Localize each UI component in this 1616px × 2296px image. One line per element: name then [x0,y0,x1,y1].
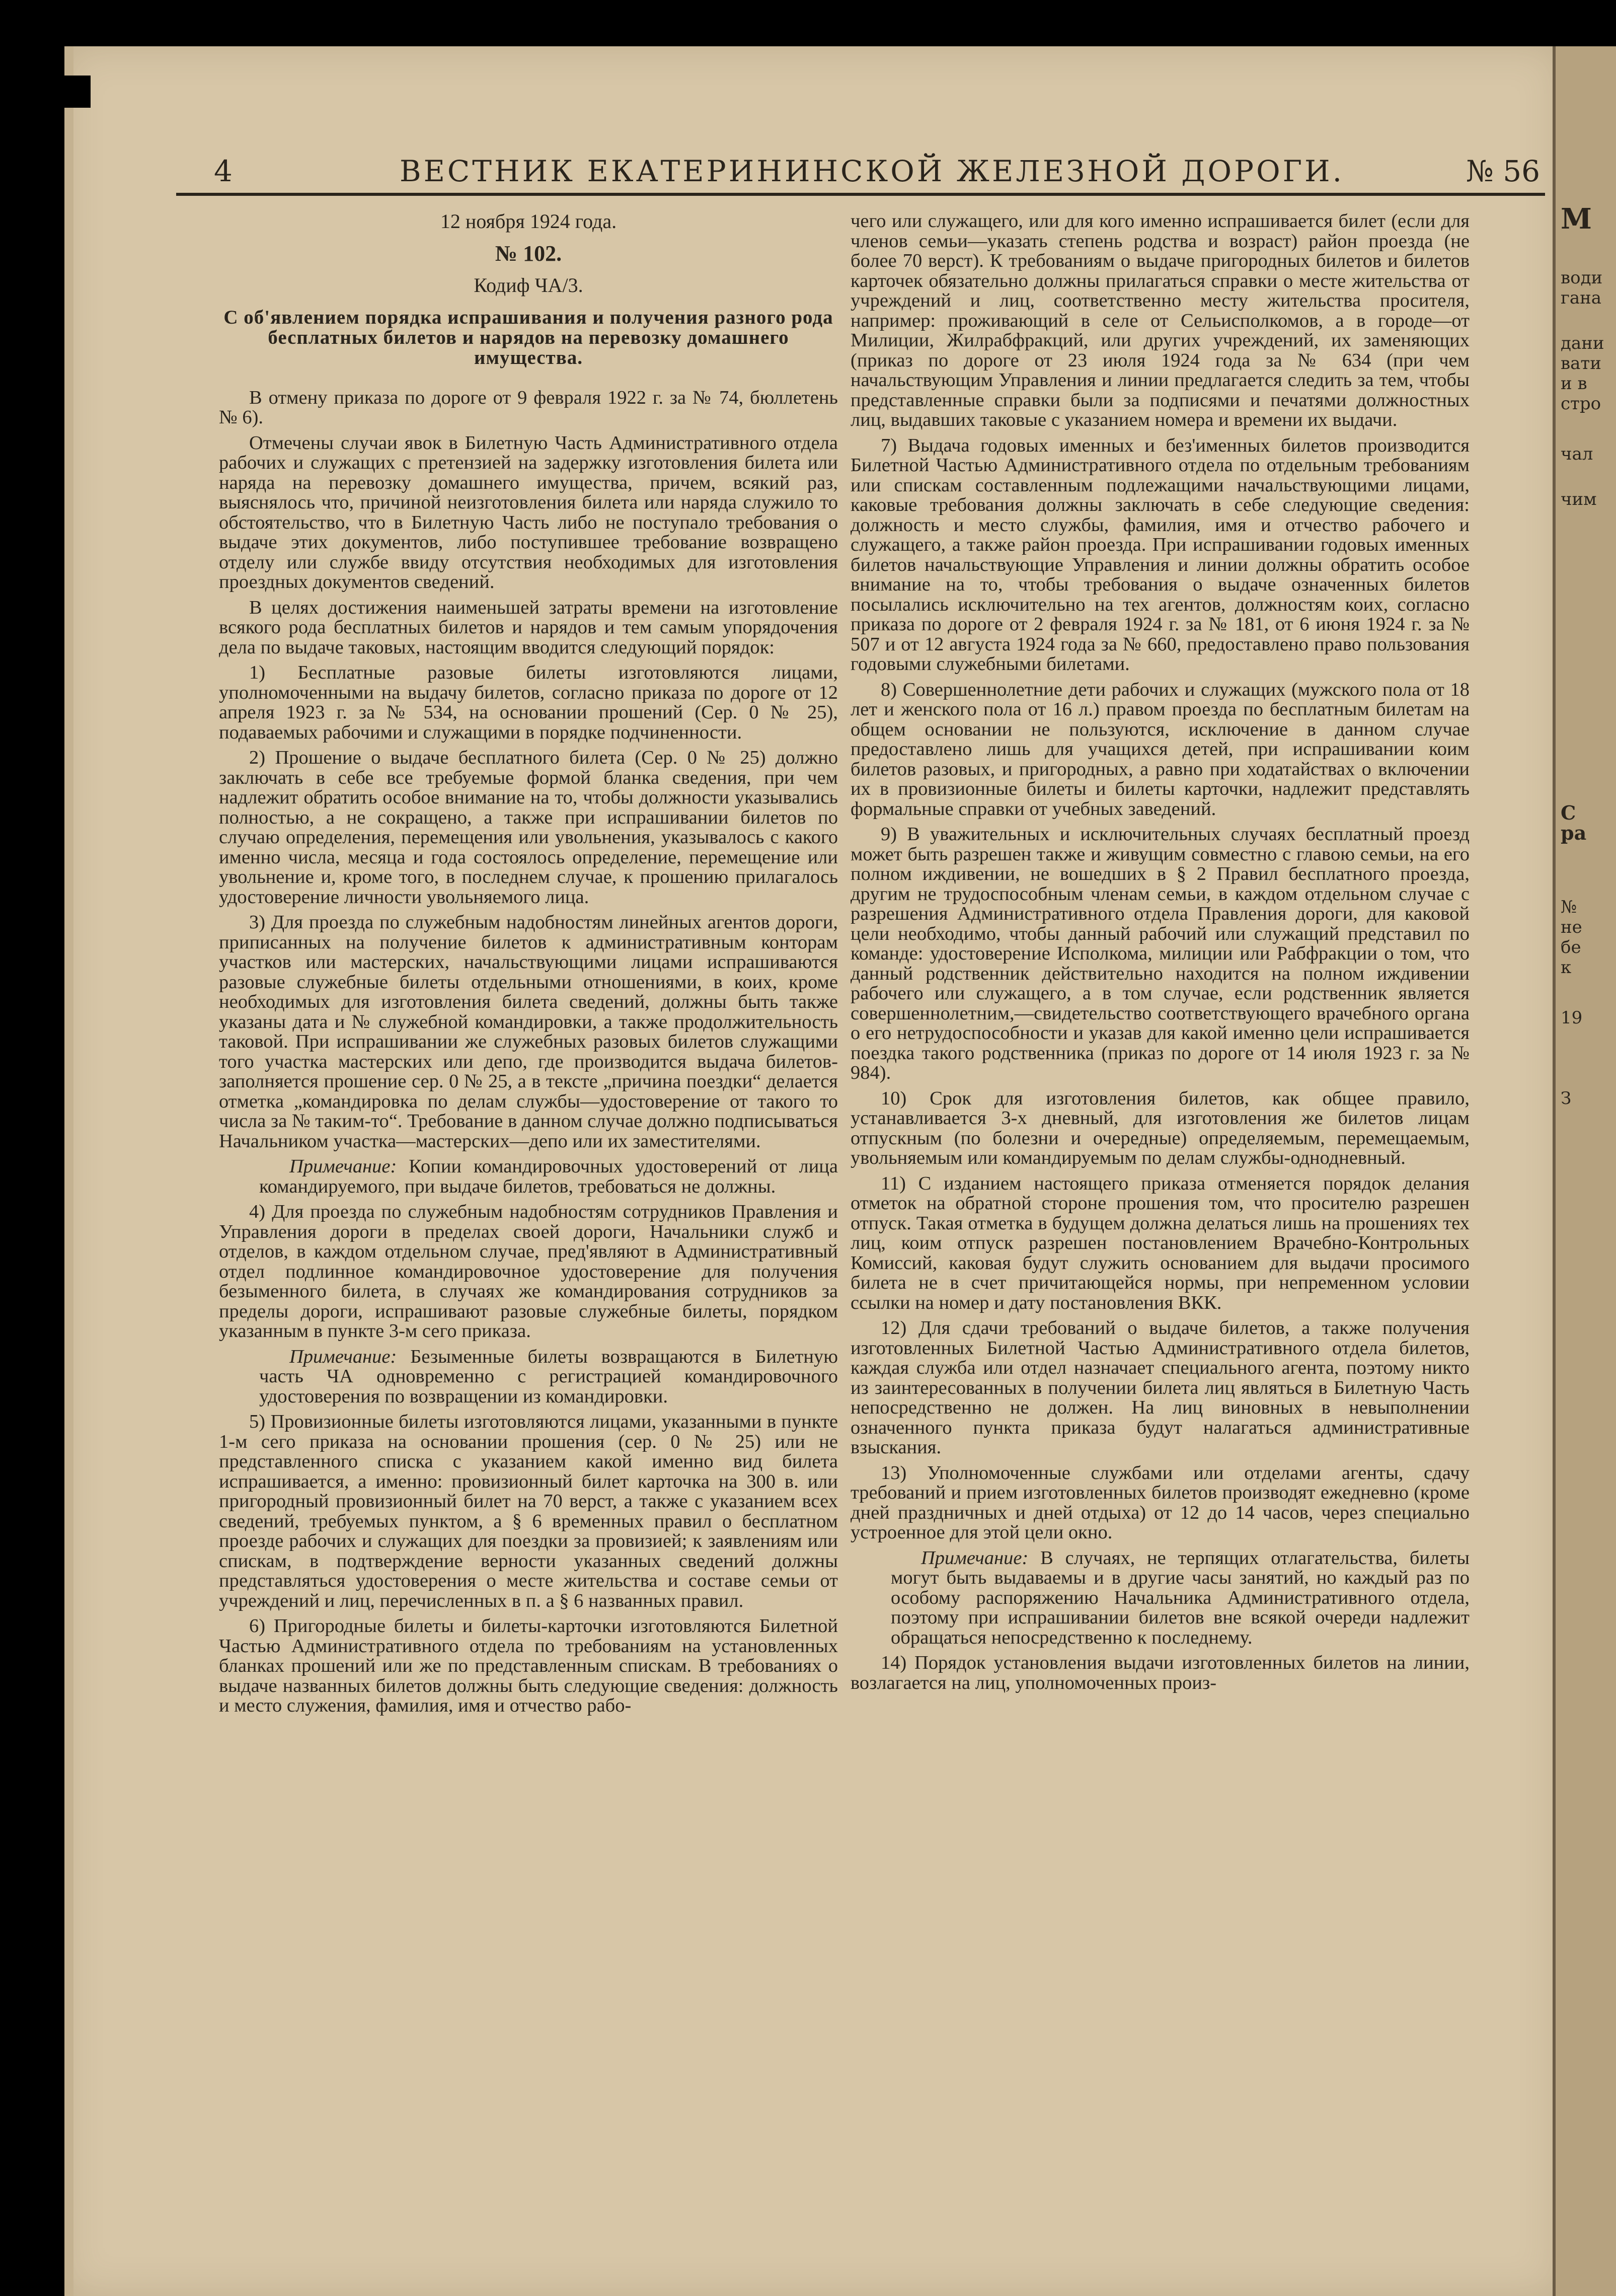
note [259,1347,838,1407]
paragraph: 12) Для сдачи требований о выдаче билетов, а также получения изготовленных Билетной Частью Административного отдела билетов, каждая служба или отдел назначает специального агента, поэтому никто из заинтересованных в получении билета лиц являться в Билетную Часть непосредственно не должен. На лиц виновных в невыполнении означенного пункта приказа будут налагаться административные взыскания. [851,1317,1470,1458]
header-rule [176,193,1545,196]
next-page-fragment: М [1561,202,1592,236]
order-code: Кодиф ЧА/3. [474,274,583,297]
next-page-fragment: чал [1561,444,1593,464]
paragraph: 1) Бесплатные разовые билеты изготовляются лицами, уполномоченными на выдачу билетов, согласно приказа по дороге от 12 апреля 1923 г. за № 534, на основании прошений (Сер. 0 № 25), подаваемых рабочими и служащими в порядке подчиненности. [219,662,838,743]
paragraph: 7) Выдача годовых именных и без'именных билетов производится Билетной Частью Административного отдела по отдельным требованиям или спискам составленным подлежащими начальствующими лицами, каковые требования должны заключать в себе следующие сведения: должность и место службы, фамилия, имя и отчество рабочего и служащего, а также район проезда. При испрашивании годовых именных билетов начальствующие Управления и линии должны обратить особое внимание на то, чтобы требования о выдаче означенных билетов посылались исключительно на тех агентов, должностям коих, согласно приказа по дороге от 2 февраля 1924 г. за № 181, от 6 июня 1924 г. за № 507 и от 12 августа 1924 года за № 660, предоставлено право пользования годовыми служебными билетами. [851,434,1470,675]
next-page-fragment: дани [1561,333,1604,353]
next-page-fragment: гана [1561,288,1602,308]
right-column [851,211,1470,2250]
paragraph: 5) Провизионные билеты изготовляются лицами, указанными в пункте 1-м сего приказа на основании прошения (сер. 0 № 25) или не представленного списка с указанием какой именно вид билета испрашивается, а именно: провизионный билет карточка на 300 в. или пригородный провизионный билет на 70 верст, а также с указанием всех сведений, требуемых пунктом, а § 6 временных правил о бесплатном проезде рабочих и служащих для поездки за провизией; к заявлениям или спискам, в подтверждение верности указанных сведений должны представляться удостоверения о месте жительства и составе семьи от учреждений и лиц, перечисленных в п. а § 6 названных правил. [219,1411,838,1611]
order-headline: С об'явлением порядка испрашивания и получения разного рода бесплатных билетов и нарядов на перевозку домашнего имущества. [223,306,833,368]
page-spine [64,46,73,2296]
left-column [219,211,838,2250]
next-page-fragment: С [1561,801,1576,824]
next-page-fragment: чим [1561,489,1597,509]
next-page-fragment: не [1561,917,1582,937]
paragraph: 4) Для проезда по служебным надобностям сотрудников Правления и Управления дороги в пределах своей дороги, Начальники служб и отделов, в каждом отдельном случае, пред'являют в Административный отдел подлинное командировочное удостоверение для получения безыменного билета, в случаях же командирования сотрудников за пределы дороги, испрашивают разовые служебные билеты, порядком указанным в пункте 3-м сего приказа. [219,1201,838,1342]
paragraph: 8) Совершеннолетние дети рабочих и служащих (мужского пола от 18 лет и женского пола от 16 л.) правом проезда по бесплатным билетам на общем основании не пользуются, исключение в данном случае предоставлено лишь для учащихся детей, при испрашивании коим билетов разовых, и пригородных, а равно при ходатайствах о включении их в провизионные билеты и билеты карточки, надлежит представлять формальные справки от учебных заведений. [851,679,1470,820]
paragraph: В отмену приказа по дороге от 9 февраля 1922 г. за № 74, бюллетень № 6). [219,387,838,428]
paragraph: 6) Пригородные билеты и билеты-карточки изготовляются Билетной Частью Административного отдела по требованиям на установленных бланках прошений или же по представленным спискам. В требованиях о выдаче названных билетов должны быть следующие сведения: должность и место служения, фамилия, имя и отчество рабо- [219,1615,838,1716]
next-page-fragment: к [1561,957,1572,978]
note-text: В случаях, не терпящих отлагательства, билеты могут быть выдаваемы и в другие часы занятий, но каждый раз по особому распоряжению Начальника Административного отдела, поэтому при испрашивании билетов вне всякой очереди надлежит обращаться непосредственно к последнему. [891,1547,1470,1648]
scan-corner-tab [64,76,91,108]
note [891,1548,1470,1648]
next-page-fragment: стро [1561,394,1601,414]
paragraph: 13) Уполномоченные службами или отделами агенты, сдачу требований и прием изготовленных билетов производят ежедневно (кроме дней праздничных и дней отдыха) от 12 до 14 часов, через специально устроенное для этой цели окно. [851,1462,1470,1543]
newspaper-title: ВЕСТНИК ЕКАТЕРИНИНСКОЙ ЖЕЛЕЗНОЙ ДОРОГИ. [399,154,1345,188]
issue-number: № 56 [1466,154,1540,188]
adjacent-page-edge [1553,46,1616,2296]
paragraph: 2) Прошение о выдаче бесплатного билета (Сер. 0 № 25) должно заключать в себе все требуемые формой бланка сведения, при чем надлежит обратить особое внимание на то, чтобы должности указывались полностью, а не сокращено, а также при испрашивании билетов по случаю определения, перемещения или увольнения, указывалось с какого именно числа, месяца и года состоялось определение, перемещение или увольнение и, кроме того, в последнем случае, к прошению прилагалось удостоверение личности увольняемого лица. [219,747,838,908]
paragraph: 3) Для проезда по служебным надобностям линейных агентов дороги, приписанных на получение билетов к административным конторам участков или мастерских, начальствующими лицами испрашиваются разовые служебные билеты отдельными отношениями, в коих, кроме необходимых для изготовления билета сведений, должны быть также указаны дата и № служебной командировки, а также продолжительность таковой. При испрашивании же служебных разовых билетов служащими того участка мастерских или депо, где производится выдача билетов-заполняется прошение сер. 0 № 25, а в тексте „причина поездки“ делается отметка „командировка по делам службы—удостоверение от такого то числа за № таким-то“. Требование в данном случае должно подписываться Начальником участка—мастерских—депо или их заместителями. [219,912,838,1152]
note-text: Безыменные билеты возвращаются в Билетную часть ЧА одновременно с регистрацией командировочного удостоверения по возвращении из командировки. [259,1346,838,1407]
paragraph: 10) Срок для изготовления билетов, как общее правило, устанавливается 3-х дневный, для изготовления же билетов лицам отпускным (по болезни и очередные) определяемым, перемещаемым, увольняемым или командируемым по делам службы-однодневный. [851,1087,1470,1168]
next-page-fragment: и в [1561,374,1587,394]
note-text: Копии командировочных удостоверений от лица командируемого, при выдаче билетов, требоваться не должны. [259,1156,838,1197]
page-number: 4 [214,154,233,188]
note [259,1157,838,1197]
page-header [211,149,1545,194]
next-page-fragment: вати [1561,353,1601,374]
paragraph: 9) В уважительных и исключительных случаях бесплатный проезд может быть разрешен также и живущим совместно с главою семьи, на его полном иждивении, не вошедших в § 2 Правил бесплатного проезда, другим не трудоспособным членам семьи, в каждом отдельном случае с разрешения Административного отдела Правления дороги, для каковой цели необходимо, чтобы данный рабочий или служащий представил по команде: удостоверение Исполкома, милиции или Рабфракции о том, что данный родственник действительно находится на полном иждивении рабочего или служащего, а в том случае, если родственник является совершеннолетним,—свидетельство соответствующего врачебного органа о его нетрудоспособности и указав для какой именно цели испрашивается поездка такого родственника (приказ по дороге от 14 июля 1923 г. за № 984). [851,824,1470,1083]
next-page-fragment: бе [1561,937,1581,957]
paragraph: 14) Порядок установления выдачи изготовленных билетов на линии, возлагается на лиц, уполномоченных произ- [851,1652,1470,1693]
order-date: 12 ноября 1924 года. [440,211,617,233]
paragraph: чего или служащего, или для кого именно испрашивается билет (если для членов семьи—указать степень родства и возраст) район проезда (не более 70 верст). К требованиям о выдаче пригородных билетов и билетов карточек обязательно должны прилагаться справки о месте жительства от учреждений и лиц, соответственно месту жительства просителя, например: проживающий в селе от Сельисполкомов, а в городе—от Милиции, Жилрабфракций, или других учреждений, их заменяющих (приказ по дороге от 23 июля 1924 года за № 634 (при чем начальствующим Управления и линии предлагается следить за тем, чтобы представленные справки были за подписями и печатями должностных лиц, выдавших таковые с указанием номера и времени их выдачи. [851,211,1470,430]
note-label: Примечание: [289,1346,397,1367]
order-number: № 102. [495,241,562,266]
next-page-fragment: З [1561,1088,1572,1108]
next-page-fragment: ра [1561,822,1587,844]
note-label: Примечание: [921,1547,1029,1569]
paragraph: 11) С изданием настоящего приказа отменяется порядок делания отметок на обратной стороне прошения том, что просителю разрешен отпуск. Такая отметка в будущем должна делаться лишь на прошениях тех лиц, коим отпуск разрешен постановлением Врачебно-Контрольных Комиссий, каковая будут служить основанием для выдачи просимого билета не в счет причитающейся нормы, при непременном условии ссылки на номер и дату постановления ВКК. [851,1172,1470,1313]
next-page-fragment: води [1561,268,1603,288]
note-label: Примечание: [289,1156,397,1177]
next-page-fragment: № [1561,897,1577,917]
paragraph: Отмечены случаи явок в Билетную Часть Административного отдела рабочих и служащих с претензией на задержку изготовления билета или наряда на перевозку домашнего имущества, причем, всякий раз, выяснялось что, причиной неизготовления билета или наряда служило то обстоятельство, что в Билетную Часть либо не поступало требования о выдаче этих документов, либо поступившее требование возвращено отделу или службе ввиду отсутствия необходимых для изготовления проездных документов сведений. [219,432,838,592]
next-page-fragment: 19 [1561,1008,1583,1028]
paragraph: В целях достижения наименьшей затраты времени на изготовление всякого рода бесплатных билетов и нарядов и тем самым упорядочения дела по выдаче таковых, настоящим вводится следующий порядок: [219,597,838,658]
